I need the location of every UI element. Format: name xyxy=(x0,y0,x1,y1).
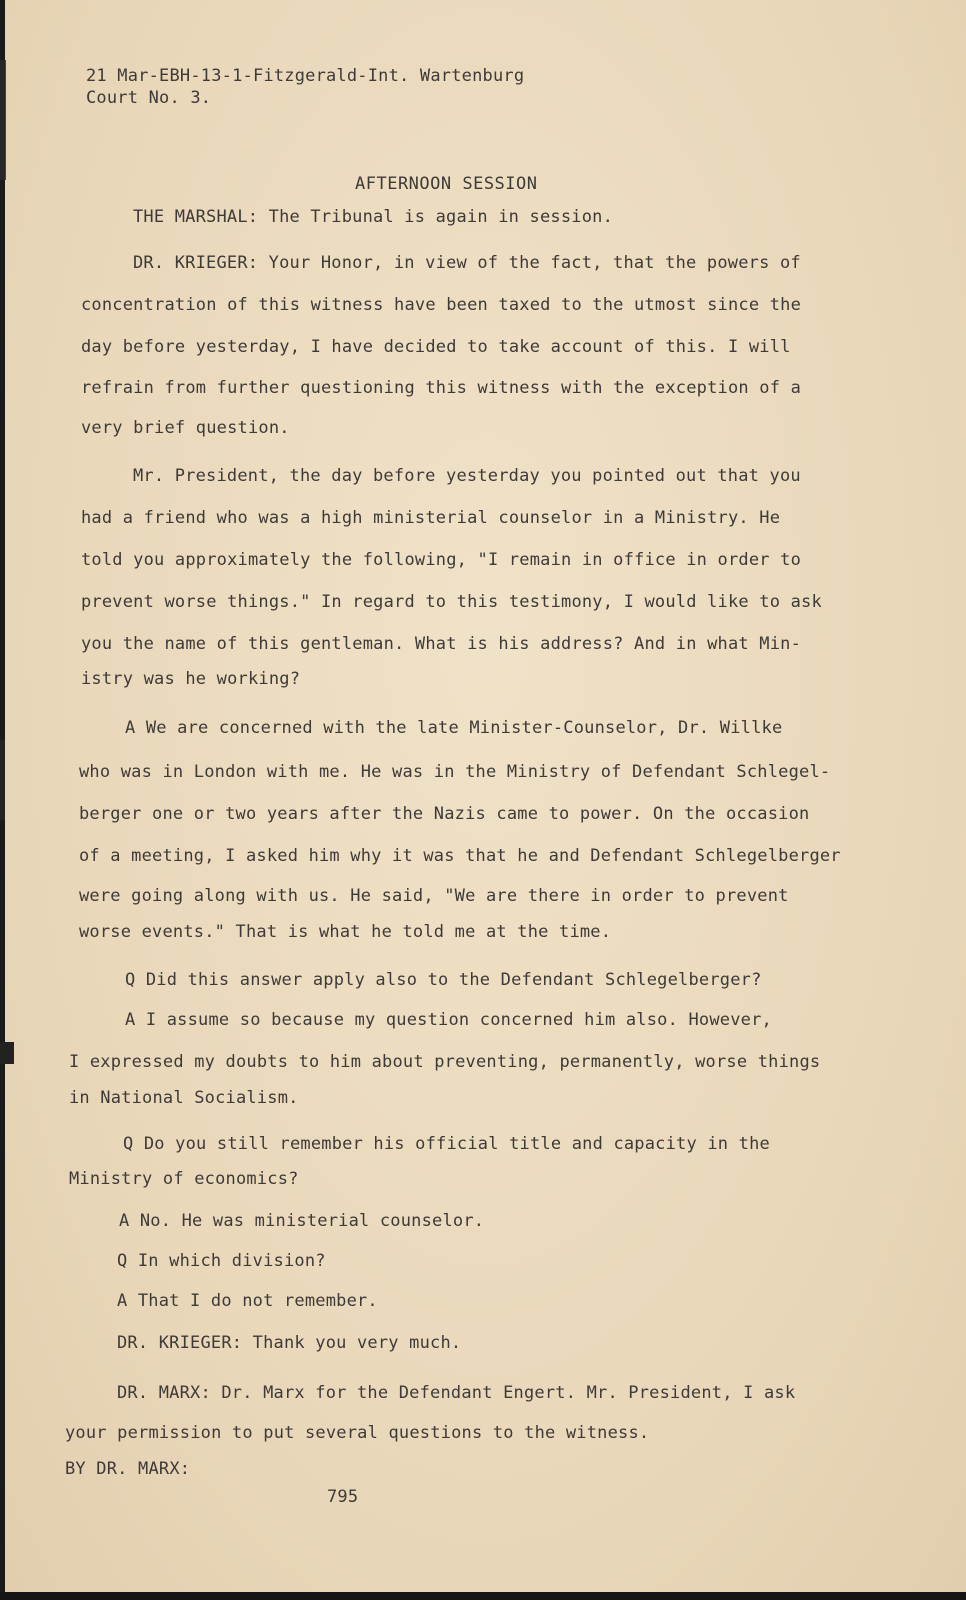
text-line-9: told you approximately the following, "I remain in office in order to xyxy=(81,550,802,570)
text-line-2: DR. KRIEGER: Your Honor, in view of the fact, that the powers of xyxy=(133,253,801,273)
text-line-24: Ministry of economics? xyxy=(69,1169,299,1189)
text-line-13: A We are concerned with the late Minister-Counselor, Dr. Willke xyxy=(125,718,783,738)
text-line-1: THE MARSHAL: The Tribunal is again in session. xyxy=(133,207,614,227)
text-line-4: day before yesterday, I have decided to take account of this. I will xyxy=(81,337,791,357)
text-line-26: Q In which division? xyxy=(117,1251,326,1271)
text-line-27: A That I do not remember. xyxy=(117,1291,378,1311)
text-line-29: DR. MARX: Dr. Marx for the Defendant Engert. Mr. President, I ask xyxy=(117,1383,796,1403)
text-line-10: prevent worse things." In regard to this testimony, I would like to ask xyxy=(81,592,822,612)
text-line-16: of a meeting, I asked him why it was that he and Defendant Schlegelberger xyxy=(79,846,841,866)
text-line-23: Q Do you still remember his official title and capacity in the xyxy=(123,1134,770,1154)
text-line-11: you the name of this gentleman. What is his address? And in what Min- xyxy=(81,634,802,654)
text-line-15: berger one or two years after the Nazis came to power. On the occasion xyxy=(79,804,810,824)
text-line-25: A No. He was ministerial counselor. xyxy=(119,1211,485,1231)
page-number: 795 xyxy=(327,1487,359,1507)
text-line-30: your permission to put several questions to the witness. xyxy=(65,1423,650,1443)
edge-mark-top xyxy=(0,60,6,180)
text-line-8: had a friend who was a high ministerial counselor in a Ministry. He xyxy=(81,508,781,528)
text-line-14: who was in London with me. He was in the Ministry of Defendant Schlegel- xyxy=(79,762,831,782)
text-line-31: BY DR. MARX: xyxy=(65,1459,191,1479)
edge-mark-middle xyxy=(0,740,5,820)
text-line-21: I expressed my doubts to him about preventing, permanently, worse things xyxy=(69,1052,821,1072)
header-line-2: Court No. 3. xyxy=(86,88,212,108)
text-line-19: Q Did this answer apply also to the Defendant Schlegelberger? xyxy=(125,970,762,990)
text-line-12: istry was he working? xyxy=(81,669,301,689)
session-title: AFTERNOON SESSION xyxy=(355,174,538,194)
text-line-20: A I assume so because my question concerned him also. However, xyxy=(125,1010,772,1030)
header-line-1: 21 Mar-EBH-13-1-Fitzgerald-Int. Wartenburg xyxy=(86,66,525,86)
text-line-7: Mr. President, the day before yesterday you pointed out that you xyxy=(133,466,801,486)
text-line-17: were going along with us. He said, "We are there in order to prevent xyxy=(79,886,789,906)
document-page xyxy=(5,0,966,1592)
text-line-28: DR. KRIEGER: Thank you very much. xyxy=(117,1333,462,1353)
text-line-6: very brief question. xyxy=(81,418,290,438)
text-line-3: concentration of this witness have been taxed to the utmost since the xyxy=(81,295,802,315)
text-line-22: in National Socialism. xyxy=(69,1088,299,1108)
bottom-edge xyxy=(0,1592,966,1600)
text-line-18: worse events." That is what he told me at the time. xyxy=(79,922,612,942)
text-line-5: refrain from further questioning this witness with the exception of a xyxy=(81,378,802,398)
edge-mark-tab xyxy=(0,1042,14,1064)
